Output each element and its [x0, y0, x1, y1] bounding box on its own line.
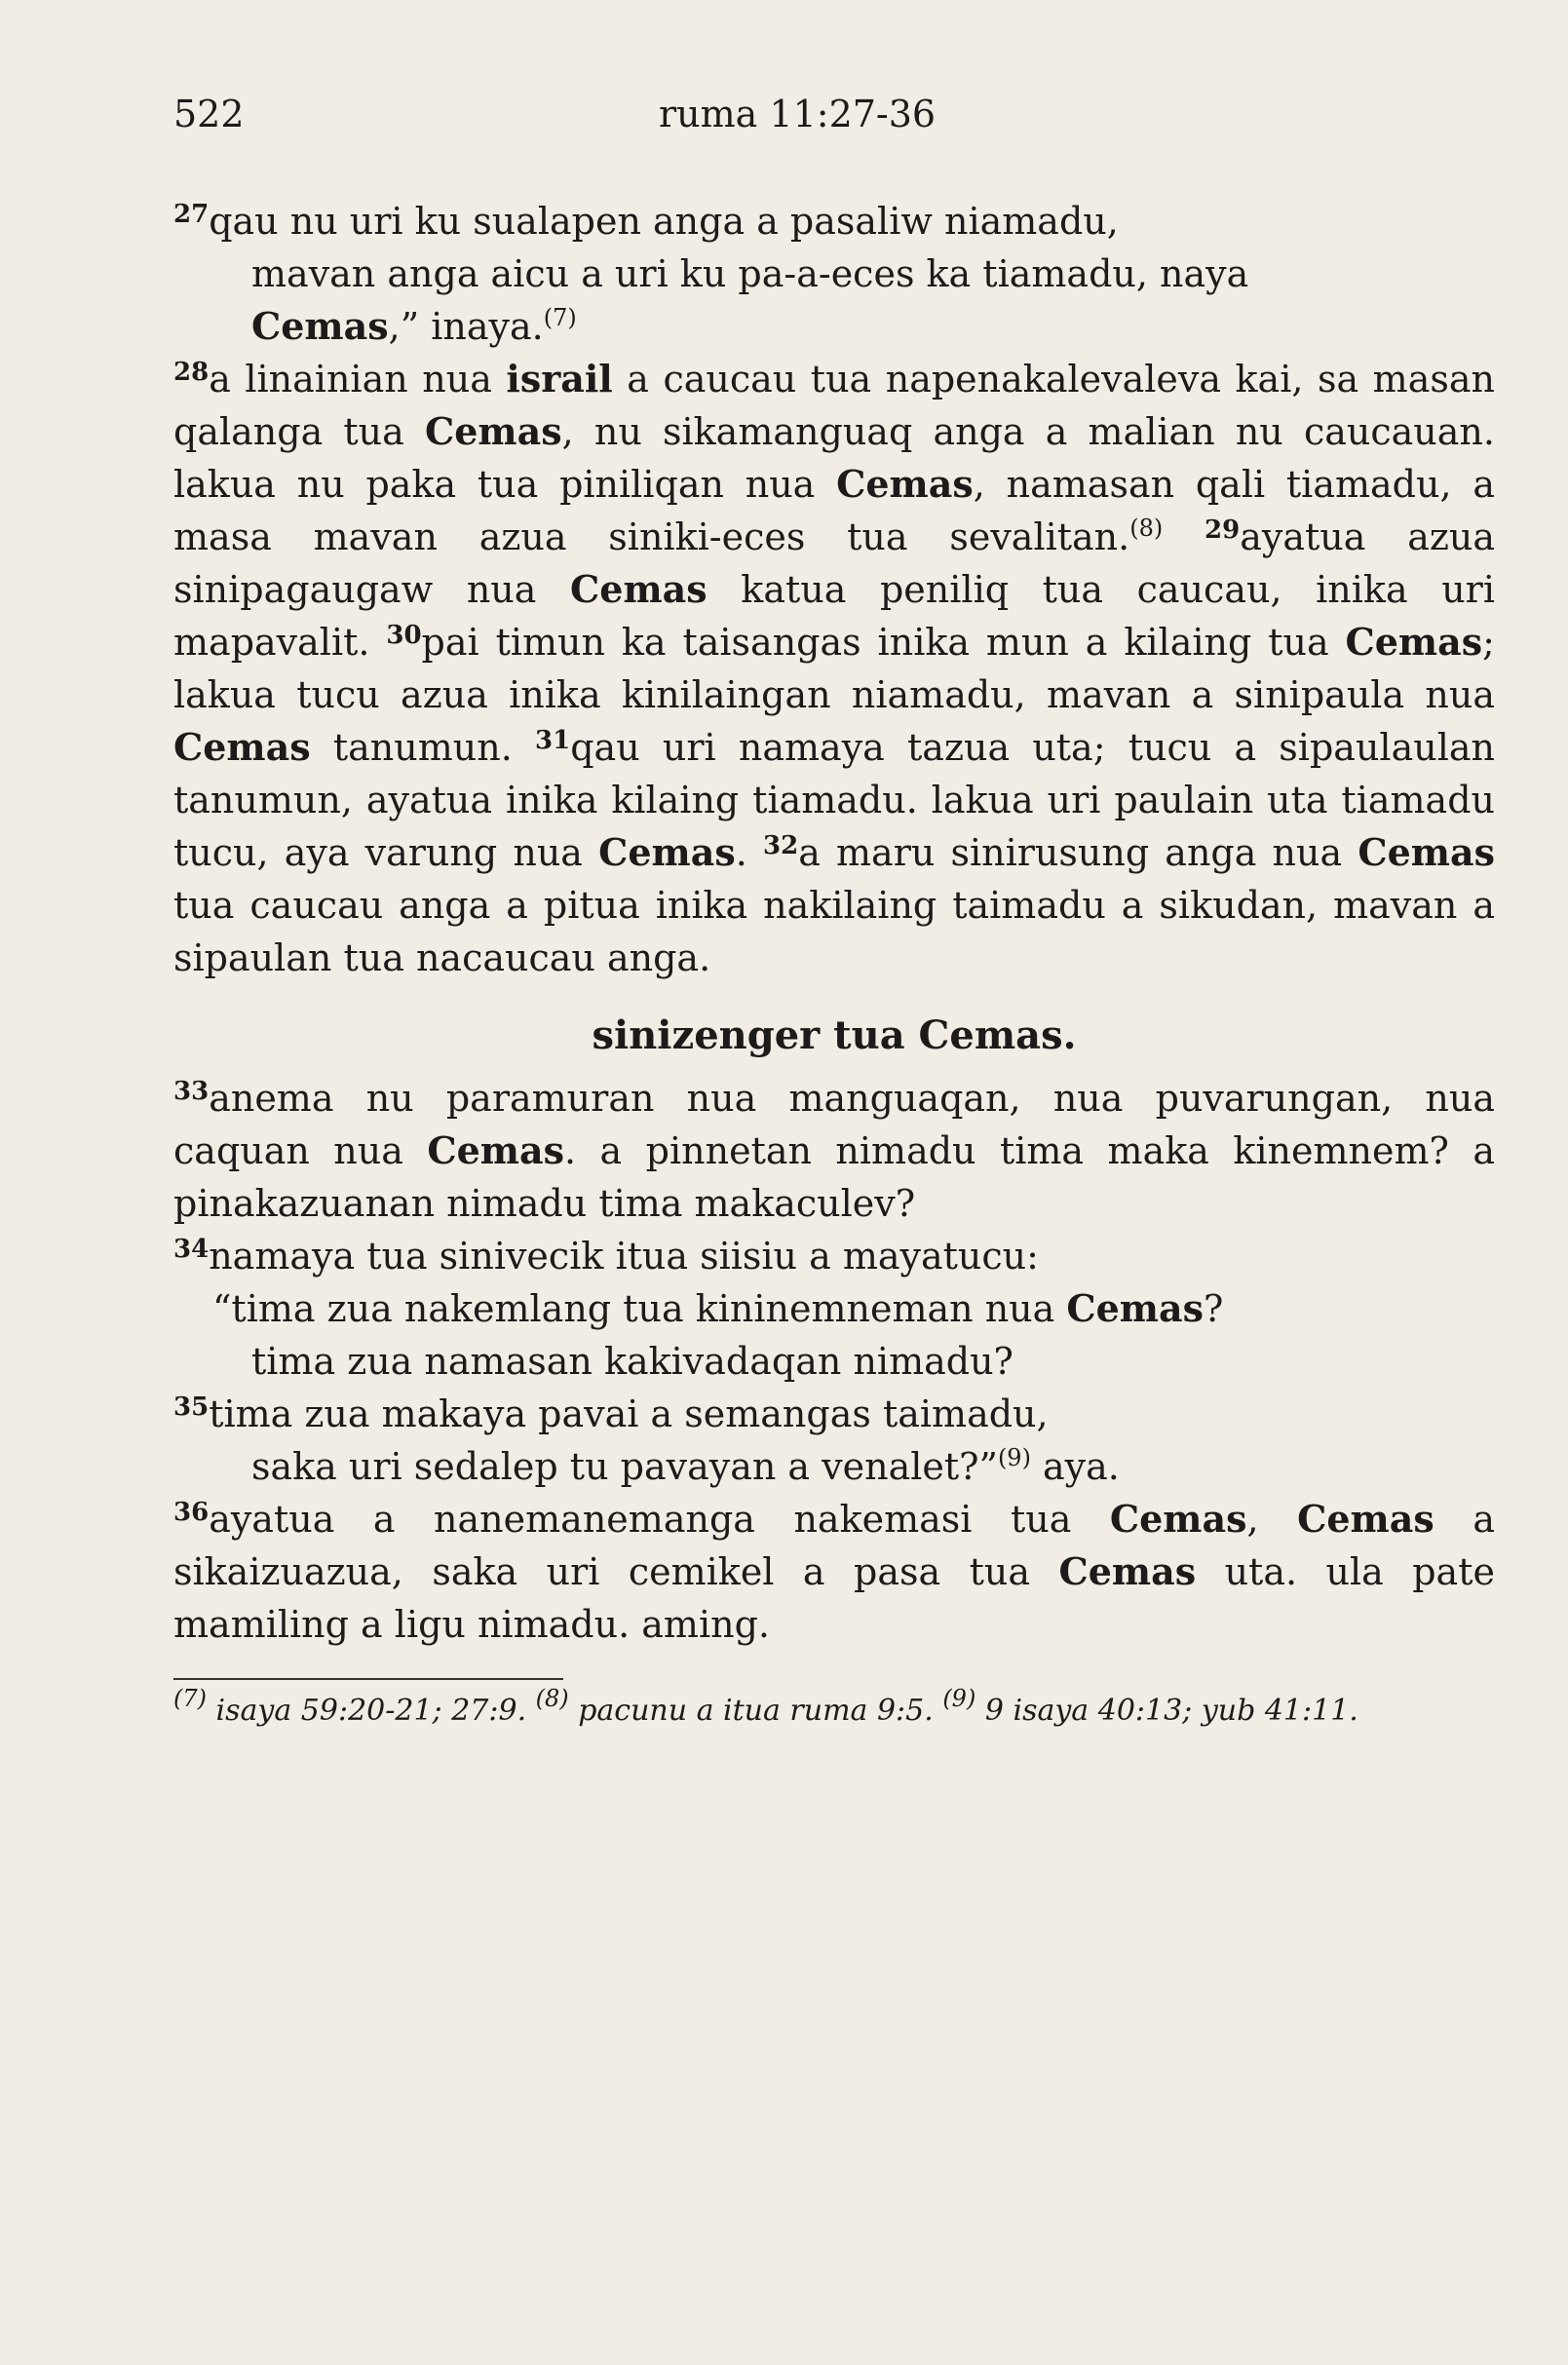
- footnote-7: isaya 59:20-21; 27:9.: [215, 1694, 527, 1728]
- verse-text: ayatua azua sinipagaugaw nua: [173, 515, 1496, 611]
- footnote-8: pacunu a itua ruma 9:5.: [578, 1694, 934, 1728]
- verse-text: saka uri sedalep tu pavayan a venalet?”: [251, 1445, 998, 1488]
- verse-text: a linainian nua: [209, 358, 492, 401]
- footnote-mark: (7): [173, 1685, 207, 1712]
- footnote-ref: (9): [997, 1444, 1031, 1471]
- verse-27: [173, 195, 1495, 353]
- verse-number: 30: [386, 621, 422, 650]
- verse-text: a caucau tua napenakalevaleva kai, sa masan qalanga tua: [173, 358, 1495, 453]
- verse-text: . a pinnetan nimadu tima maka kinemnem? a pinakazuanan nimadu tima makaculev?: [173, 1129, 1495, 1225]
- divine-name: Cemas: [427, 1128, 565, 1172]
- verse-35: [173, 1388, 1495, 1493]
- bold-term: israil: [506, 357, 613, 401]
- verse-text: tua caucau anga a pitua inika nakilaing taimadu a sikudan, mavan a sipaulan tua nacaucau anga.: [173, 884, 1495, 979]
- divine-name: Cemas: [1066, 1286, 1205, 1330]
- verse-text: ; lakua tucu azua inika kinilaingan niamadu, mavan a sinipaula nua: [173, 621, 1495, 716]
- divine-name: Cemas: [173, 725, 311, 769]
- divine-name: Cemas: [598, 830, 736, 874]
- section-heading: sinizenger tua Cemas.: [592, 1012, 1077, 1058]
- verse-text: qau nu uri ku sualapen anga a pasaliw niamadu,: [209, 200, 1119, 243]
- verse-number: 32: [763, 831, 799, 860]
- footnote-ref: (8): [1129, 515, 1164, 542]
- divine-name: Cemas: [1345, 620, 1483, 664]
- verse-text: ?: [1204, 1287, 1224, 1330]
- verse-text: uta. ula pate mamiling a ligu nimadu. aming.: [173, 1550, 1495, 1646]
- verse-text: tima zua namasan kakivadaqan nimadu?: [251, 1340, 1013, 1383]
- verse-text: ,: [1246, 1498, 1259, 1541]
- divine-name: Cemas: [570, 567, 708, 611]
- verse-text: “tima zua nakemlang tua kininemneman nua: [212, 1287, 1055, 1330]
- verse-28-29: [173, 353, 1495, 984]
- verse-33: [173, 1072, 1495, 1230]
- verse-number: 29: [1205, 515, 1241, 545]
- running-head: ruma 11:27-36: [659, 93, 937, 135]
- verse-text: , nu sikamanguaq anga a malian nu caucauan. lakua nu paka tua piniliqan nua: [173, 410, 1495, 506]
- footnotes: [173, 1685, 1495, 1733]
- divine-name: Cemas: [1297, 1497, 1434, 1541]
- verse-text: qau uri namaya tazua uta; tucu a sipaulaulan tanumun, ayatua inika kilaing tiamadu. lakua uri paulain uta tiamadu tucu, aya varung nua: [173, 726, 1495, 874]
- divine-name: Cemas: [424, 409, 562, 453]
- footnote-mark: (8): [535, 1685, 569, 1712]
- divine-name: Cemas: [1358, 830, 1495, 874]
- scripture-text: [173, 195, 1495, 1733]
- divine-name: Cemas: [1058, 1549, 1197, 1593]
- verse-text: mavan anga aicu a uri ku pa-a-eces ka tiamadu, naya: [251, 252, 1249, 295]
- poem-line: [173, 1282, 1495, 1388]
- verse-text: a maru sinirusung anga nua: [798, 831, 1343, 874]
- verse-text: tima zua makaya pavai a semangas taimadu,: [209, 1392, 1049, 1435]
- verse-text: anema nu paramuran nua manguaqan, nua puvarungan, nua caquan nua: [173, 1077, 1495, 1172]
- verse-text: katua peniliq tua caucau, inika uri mapavalit.: [173, 568, 1495, 664]
- verse-36: [173, 1493, 1495, 1651]
- verse-text: tanumun.: [332, 726, 513, 769]
- divine-name: Cemas: [836, 462, 974, 506]
- verse-number: 34: [173, 1235, 210, 1264]
- footnote-mark: (9): [942, 1685, 976, 1712]
- verse-number: 27: [173, 200, 210, 229]
- page-number: 522: [173, 93, 245, 135]
- verse-number: 36: [173, 1498, 210, 1527]
- verse-number: 31: [535, 726, 571, 755]
- verse-text: pai timun ka taisangas inika mun a kilaing tua: [421, 621, 1329, 664]
- verse-text: ayatua a nanemanemanga nakemasi tua: [209, 1498, 1072, 1541]
- verse-text: aya.: [1043, 1445, 1120, 1488]
- footnote-divider: [173, 1678, 563, 1680]
- footnote-ref: (7): [543, 304, 577, 331]
- page-header: [173, 93, 1471, 151]
- verse-text: , namasan qali tiamadu, a masa mavan azua siniki-eces tua sevalitan.: [173, 463, 1495, 558]
- divine-name: Cemas: [1109, 1497, 1247, 1541]
- verse-text: ,” inaya.: [388, 305, 544, 348]
- verse-number: 33: [173, 1077, 210, 1106]
- verse-text: a sikaizuazua, saka uri cemikel a pasa tua: [173, 1498, 1495, 1593]
- verse-text: namaya tua sinivecik itua siisiu a mayatucu:: [209, 1235, 1039, 1278]
- verse-number: 35: [173, 1392, 210, 1422]
- verse-34: [173, 1230, 1495, 1282]
- verse-number: 28: [173, 358, 210, 387]
- divine-name: Cemas: [251, 304, 389, 348]
- footnote-9: 9 isaya 40:13; yub 41:11.: [984, 1694, 1358, 1728]
- verse-text: .: [735, 831, 747, 874]
